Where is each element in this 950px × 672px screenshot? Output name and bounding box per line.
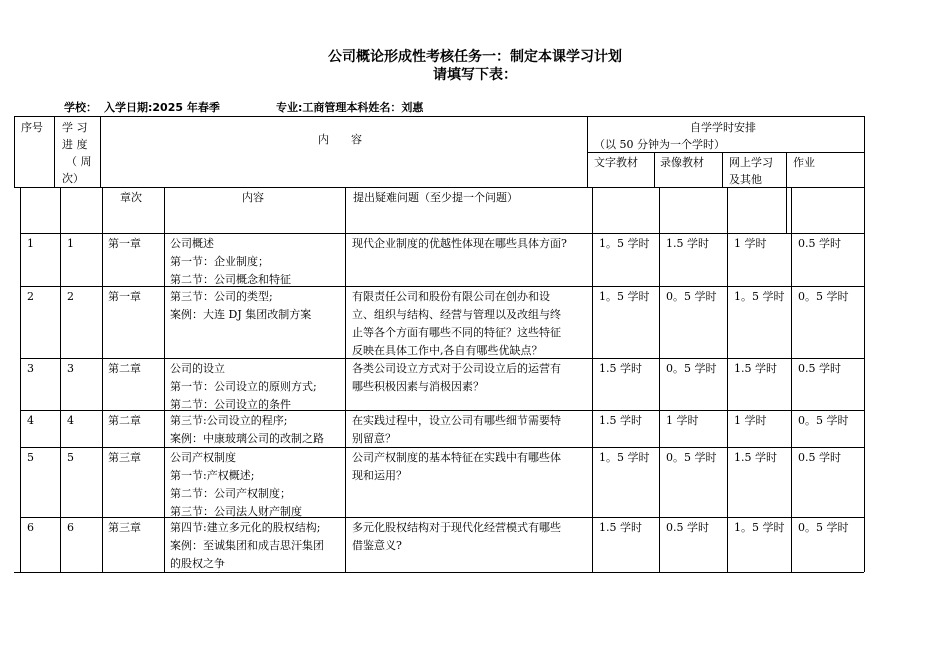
row-video-hours: 1 学时: [666, 414, 699, 427]
row-chapter: 第一章: [108, 290, 141, 303]
header-video-material: 录像教材: [660, 156, 704, 169]
header-progress-3: （ 周: [66, 155, 92, 168]
row-question-line: 现和运用？: [352, 469, 407, 482]
row-text-hours: 1.5 学时: [599, 414, 642, 427]
row-text-hours: 1。5 学时: [599, 290, 650, 303]
row-seq: 3: [27, 362, 34, 375]
row-content-line: 案例：至诚集团和成吉思汗集团: [170, 539, 324, 552]
row-content-line: 第二节：公司产权制度；: [170, 487, 291, 500]
row-online-hours: 1。5 学时: [734, 521, 785, 534]
header-progress-4: 次）: [62, 172, 84, 185]
row-content-line: 案例：中康玻璃公司的改制之路: [170, 432, 324, 445]
row-content-line: 第三节:公司设立的程序;: [170, 414, 288, 427]
header-progress-2: 进 度: [62, 138, 88, 151]
row-online-hours: 1 学时: [734, 414, 767, 427]
row-seq: 6: [27, 521, 34, 534]
row-question-line: 各类公司设立方式对于公司设立后的运营有: [352, 362, 561, 375]
row-week: 1: [67, 237, 74, 250]
row-content-line: 第一节：企业制度；: [170, 255, 269, 268]
row-content-line: 的股权之争: [170, 557, 225, 570]
row-text-hours: 1。5 学时: [599, 237, 650, 250]
row-seq: 4: [27, 414, 34, 427]
row-content-line: 公司的设立: [170, 362, 225, 375]
row-video-hours: 0。5 学时: [666, 290, 717, 303]
row-content-line: 公司产权制度: [170, 451, 236, 464]
row-question-line: 在实践过程中，设立公司有哪些细节需要特: [352, 414, 561, 427]
info-school: 学校：: [64, 101, 97, 114]
row-content-line: 第二节：公司概念和特征: [170, 273, 291, 286]
header-sub-content: 内容: [242, 191, 264, 204]
row-chapter: 第三章: [108, 451, 141, 464]
info-major-name: 专业:工商管理本科姓名：刘惠: [276, 101, 424, 114]
row-homework-hours: 0.5 学时: [798, 362, 841, 375]
row-content-line: 第四节:建立多元化的股权结构;: [170, 521, 321, 534]
header-question: 提出疑难问题（至少提一个问题）: [353, 191, 518, 204]
row-content-line: 案例：大连 DJ 集团改制方案: [170, 308, 312, 321]
row-content-line: 公司概述: [170, 237, 214, 250]
row-question-line: 公司产权制度的基本特征在实践中有哪些体: [352, 451, 561, 464]
page-subtitle: 请填写下表：: [433, 67, 517, 83]
row-video-hours: 1.5 学时: [666, 237, 709, 250]
row-seq: 2: [27, 290, 34, 303]
row-question-line: 多元化股权结构对于现代化经营模式有哪些: [352, 521, 561, 534]
row-homework-hours: 0.5 学时: [798, 451, 841, 464]
row-week: 5: [67, 451, 74, 464]
header-online-2: 及其他: [729, 173, 762, 186]
row-text-hours: 1。5 学时: [599, 451, 650, 464]
row-question-line: 有限责任公司和股份有限公司在创办和设: [352, 290, 550, 303]
info-entry-date: 入学日期:2025 年春季: [104, 101, 220, 114]
row-week: 6: [67, 521, 74, 534]
header-online-1: 网上学习: [729, 156, 773, 169]
row-question-line: 别留意？: [352, 432, 396, 445]
row-seq: 1: [27, 237, 34, 250]
row-online-hours: 1.5 学时: [734, 451, 777, 464]
row-content-line: 第三节：公司的类型;: [170, 290, 273, 303]
header-content: 内 容: [318, 133, 362, 146]
header-self-study: 自学学时安排: [690, 121, 756, 134]
row-seq: 5: [27, 451, 34, 464]
row-video-hours: 0.5 学时: [666, 521, 709, 534]
row-chapter: 第二章: [108, 362, 141, 375]
row-video-hours: 0。5 学时: [666, 362, 717, 375]
row-video-hours: 0。5 学时: [666, 451, 717, 464]
header-seq: 序号: [21, 121, 43, 134]
row-homework-hours: 0.5 学时: [798, 237, 841, 250]
row-online-hours: 1 学时: [734, 237, 767, 250]
row-homework-hours: 0。5 学时: [798, 521, 849, 534]
row-text-hours: 1.5 学时: [599, 521, 642, 534]
header-homework: 作业: [793, 156, 815, 169]
row-text-hours: 1.5 学时: [599, 362, 642, 375]
row-chapter: 第三章: [108, 521, 141, 534]
row-chapter: 第二章: [108, 414, 141, 427]
row-content-line: 第三节：公司法人财产制度: [170, 505, 302, 518]
row-question-line: 立、组织与结构、经营与管理以及改组与终: [352, 308, 561, 321]
row-content-line: 第二节：公司设立的条件: [170, 398, 291, 411]
row-question-line: 哪些积极因素与消极因素？: [352, 380, 484, 393]
header-text-material: 文字教材: [594, 156, 638, 169]
page-title: 公司概论形成性考核任务一：制定本课学习计划: [328, 49, 622, 65]
row-chapter: 第一章: [108, 237, 141, 250]
row-question-line: 现代企业制度的优越性体现在哪些具体方面?: [352, 237, 567, 250]
row-online-hours: 1.5 学时: [734, 362, 777, 375]
header-chapter: 章次: [120, 191, 142, 204]
row-homework-hours: 0。5 学时: [798, 290, 849, 303]
row-question-line: 止等各个方面有哪些不同的特征？这些特征: [352, 326, 561, 339]
row-online-hours: 1。5 学时: [734, 290, 785, 303]
row-week: 3: [67, 362, 74, 375]
header-progress-1: 学 习: [62, 121, 88, 134]
row-question-line: 借鉴意义?: [352, 539, 402, 552]
row-week: 2: [67, 290, 74, 303]
header-self-study-note: （以 50 分钟为一个学时）: [594, 138, 725, 151]
row-content-line: 第一节:产权概述;: [170, 469, 255, 482]
row-homework-hours: 0。5 学时: [798, 414, 849, 427]
row-content-line: 第一节：公司设立的原则方式;: [170, 380, 317, 393]
row-question-line: 反映在具体工作中,各自有哪些优缺点？: [352, 344, 543, 357]
row-week: 4: [67, 414, 74, 427]
